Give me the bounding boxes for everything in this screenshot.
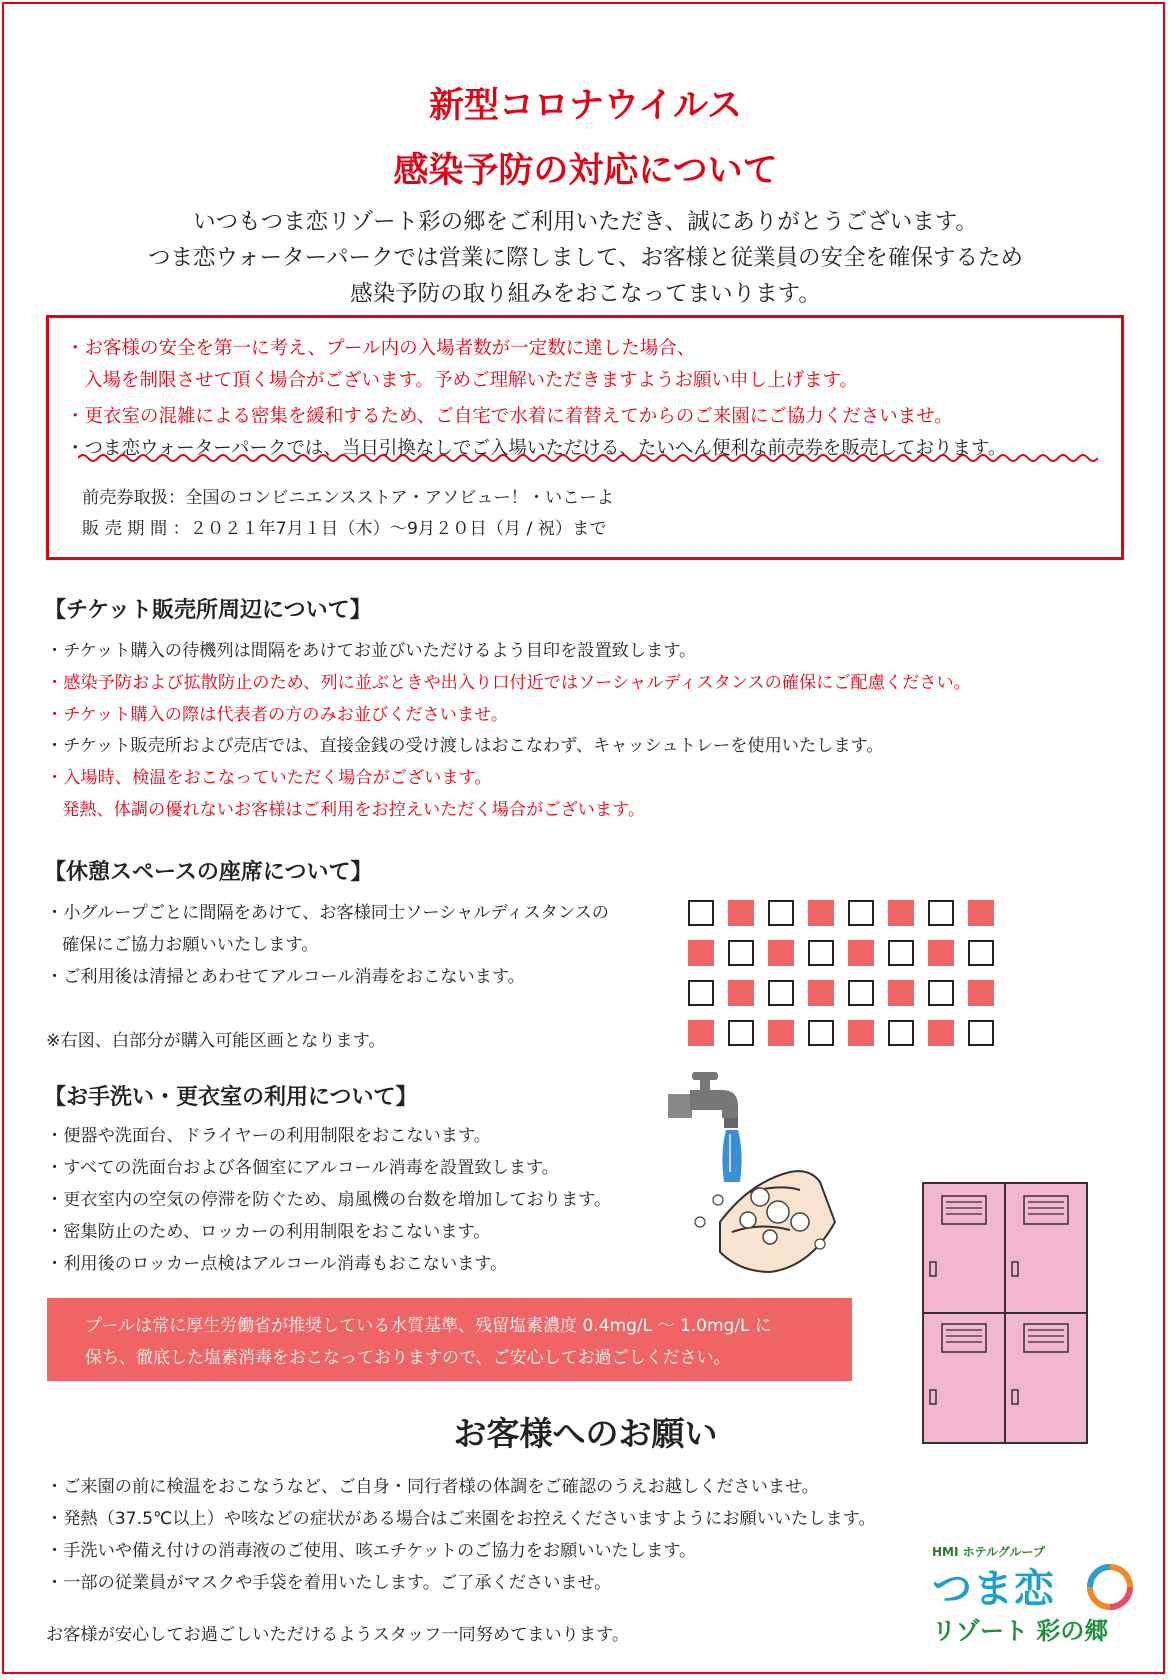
pool-notice-line: プールは常に厚生労働省が推奨している水質基準、残留塩素濃度 0.4mg/L ～ 1.0mg/L に [85,1316,772,1336]
seat-blocked [888,980,914,1006]
page-subtitle: 感染予防の対応について [393,151,778,191]
seat-available [768,980,794,1006]
notice-item-advance-ticket: ・つま恋ウォーターパークでは、当日引換なしでご入場いただける、たいへん便利な前売券を販売しております。 [66,438,1007,459]
seat-available [848,980,874,1006]
seat-available [728,1020,754,1046]
seat-available [768,900,794,926]
seat-blocked [848,1020,874,1046]
intro-line: いつもつま恋リゾート彩の郷をご利用いただき、誠にありがとうございます。 [193,209,978,235]
ticket-section-heading: 【チケット販売所周辺について】 [44,598,372,623]
ticket-item: ・入場時、検温をおこなっていただく場合がございます。 [46,768,492,788]
page-title: 新型コロナウイルス [429,86,742,126]
seat-blocked [688,940,714,966]
logo-sun-icon [1082,1559,1138,1615]
rest-item: ・ご利用後は清掃とあわせてアルコール消毒をおこないます。 [46,967,525,987]
seat-blocked [968,900,994,926]
handwashing-icon [660,1072,860,1282]
seat-available [888,940,914,966]
logo-name: つま恋 [932,1566,1055,1612]
wash-item: ・すべての洗面台および各個室にアルコール消毒を設置致します。 [46,1158,559,1178]
notice-item: ・更衣室の混雑による密集を緩和するため、ご自宅で水着に着替えてからのご来園にご協力くださいませ。 [66,406,953,427]
closing-message: お客様が安心してお過ごしいただけるようスタッフ一同努めてまいります。 [46,1625,630,1645]
seat-available [728,940,754,966]
rest-item: ・小グループごとに間隔をあけて、お客様同士ソーシャルディスタンスの [46,903,609,923]
seat-blocked [768,940,794,966]
seat-available [808,940,834,966]
notice-item: ・お客様の安全を第一に考え、プール内の入場者数が一定数に達した場合、 [66,338,696,359]
ticket-item: 発熱、体調の優れないお客様はご利用をお控えいただく場合がございます。 [62,800,646,820]
ticket-item: ・チケット購入の際は代表者の方のみお並びくださいませ。 [46,705,509,725]
seat-available [688,980,714,1006]
request-item: ・一部の従業員がマスクや手袋を着用いたします。ご了承くださいませ。 [46,1573,612,1593]
seat-available [928,900,954,926]
seat-available [848,900,874,926]
seat-blocked [928,1020,954,1046]
seat-available [688,900,714,926]
seat-blocked [928,940,954,966]
rest-note: ※右図、白部分が購入可能区画となります。 [46,1031,386,1051]
seat-available [888,1020,914,1046]
seat-blocked [848,940,874,966]
request-item: ・発熱（37.5℃以上）や咳などの症状がある場合はご来園をお控えくださいますようにお願いいたします。 [46,1509,876,1529]
locker-icon [922,1182,1088,1444]
seat-available [968,940,994,966]
seat-blocked [728,980,754,1006]
wash-item: ・便器や洗面台、ドライヤーの利用制限をおこないます。 [46,1126,491,1146]
wash-section-heading: 【お手洗い・更衣室の利用について】 [44,1085,418,1110]
resort-logo [932,1543,1142,1648]
seat-available [928,980,954,1006]
intro-line: つま恋ウォーターパークでは営業に際しまして、お客様と従業員の安全を確保するため [147,245,1024,271]
seat-blocked [808,980,834,1006]
seat-blocked [688,1020,714,1046]
request-item: ・手洗いや備え付けの消毒液のご使用、咳エチケットのご協力をお願いいたします。 [46,1541,697,1561]
wash-item: ・密集防止のため、ロッカーの利用制限をおこないます。 [46,1222,491,1242]
seat-blocked [768,1020,794,1046]
sales-outlets: 前売券取扱：全国のコンビニエンスストア・アソビュー！・いこーよ [82,488,614,508]
wash-item: ・利用後のロッカー点検はアルコール消毒もおこないます。 [46,1254,508,1274]
seat-blocked [728,900,754,926]
rest-section-heading: 【休憩スペースの座席について】 [44,860,373,885]
request-item: ・ご来園の前に検温をおこなうなど、ご自身・同行者様の体調をご確認のうえお越しくださいませ。 [46,1477,819,1497]
ticket-item: ・チケット購入の待機列は間隔をあけてお並びいただけるよう目印を設置致します。 [46,641,697,661]
wavy-underline [78,452,1098,464]
logo-sub: リゾート 彩の郷 [932,1617,1109,1645]
rest-item: 確保にご協力お願いいたします。 [62,935,319,955]
request-heading: お客様へのお願い [453,1414,718,1453]
notice-item: 入場を制限させて頂く場合がございます。予めご理解いただきますようお願い申し上げます。 [84,370,859,391]
pool-water-quality-notice [47,1298,852,1381]
wash-item: ・更衣室内の空気の停滞を防ぐため、扇風機の台数を増加しております。 [46,1190,612,1210]
pool-notice-line: 保ち、徹底した塩素消毒をおこなっておりますので、ご安心してお過ごしください。 [85,1348,731,1368]
seat-available [968,1020,994,1046]
ticket-item: ・感染予防および拡散防止のため、列に並ぶときや出入り口付近ではソーシャルディスタンスの確保にご配慮ください。 [46,673,971,693]
logo-group: HMI ホテルグループ [932,1545,1045,1559]
ticket-item: ・チケット販売所および売店では、直接金銭の受け渡しはおこなわず、キャッシュトレーを使用いたします。 [46,736,884,756]
seat-available [808,1020,834,1046]
seat-blocked [808,900,834,926]
sales-period: 販 売 期 間 ：２０２１年7月１日（木）～9月２０日（月 / 祝）まで [82,519,607,539]
seat-blocked [968,980,994,1006]
seat-blocked [888,900,914,926]
intro-line: 感染予防の取り組みをおこなってまいります。 [350,281,821,307]
